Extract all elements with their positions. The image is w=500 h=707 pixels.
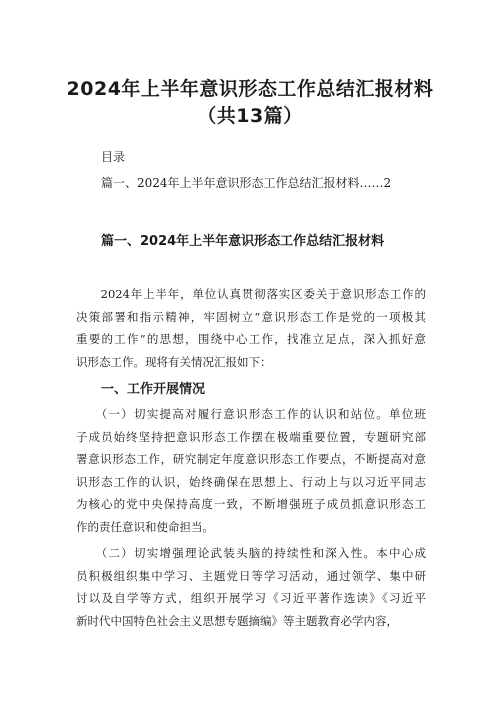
text-line: 决策部署和指示精神，牢固树立“意识形态工作是党的一项极其 [76, 309, 426, 324]
text-line: 讨以及自学等方式，组织开展学习《习近平著作选读》《习近平 [76, 591, 426, 605]
text-line: 识形态工作。现将有关情况汇报如下： [76, 354, 272, 369]
text-line: 重要的工作”的思想，围绕中心工作，找准立足点，深入抓好意 [76, 332, 426, 346]
document-subtitle: （共13篇） [197, 105, 303, 127]
text-line: 识形态工作的认识，始终确保在思想上、行动上与以习近平同志 [76, 474, 426, 489]
toc-item-label: 篇一、2024年上半年意识形态工作总结汇报材料…… [101, 176, 384, 190]
text-line: 子成员始终坚持把意识形态工作摆在极端重要位置，专题研究部 [76, 429, 426, 444]
text-line: （一）切实提高对履行意识形态工作的认识和站位。单位班 [76, 407, 426, 421]
toc-item-page: 2 [383, 176, 392, 190]
text-line: 2024年上半年，单位认真贯彻落实区委关于意识形态工作的 [76, 287, 426, 301]
text-line: 作的责任意识和使命担当。 [76, 519, 214, 534]
text-line: 署意识形态工作，研究制定年度意识形态工作要点，不断提高对意 [76, 452, 426, 466]
text-line: 新时代中国特色社会主义思想专题摘编》等主题教育必学内容， [76, 613, 398, 628]
toc-item[interactable] [101, 174, 391, 191]
text-line: （二）切实增强理论武装头脑的持续性和深入性。本中心成 [76, 546, 426, 560]
toc-heading: 目录 [101, 150, 126, 164]
paragraph-item-2 [76, 542, 426, 632]
document-title: 2024年上半年意识形态工作总结汇报材料 [66, 78, 434, 100]
text-line: 员积极组织集中学习、主题党日等学习活动，通过领学、集中研 [76, 568, 426, 583]
paragraph-item-1 [76, 403, 426, 538]
text-line: 为核心的党中央保持高度一致，不断增强班子成员抓意识形态工 [76, 497, 426, 511]
paragraph-intro [76, 283, 426, 373]
section-title: 篇一、2024年上半年意识形态工作总结汇报材料 [101, 234, 385, 249]
heading-work-progress: 一、工作开展情况 [101, 382, 206, 397]
